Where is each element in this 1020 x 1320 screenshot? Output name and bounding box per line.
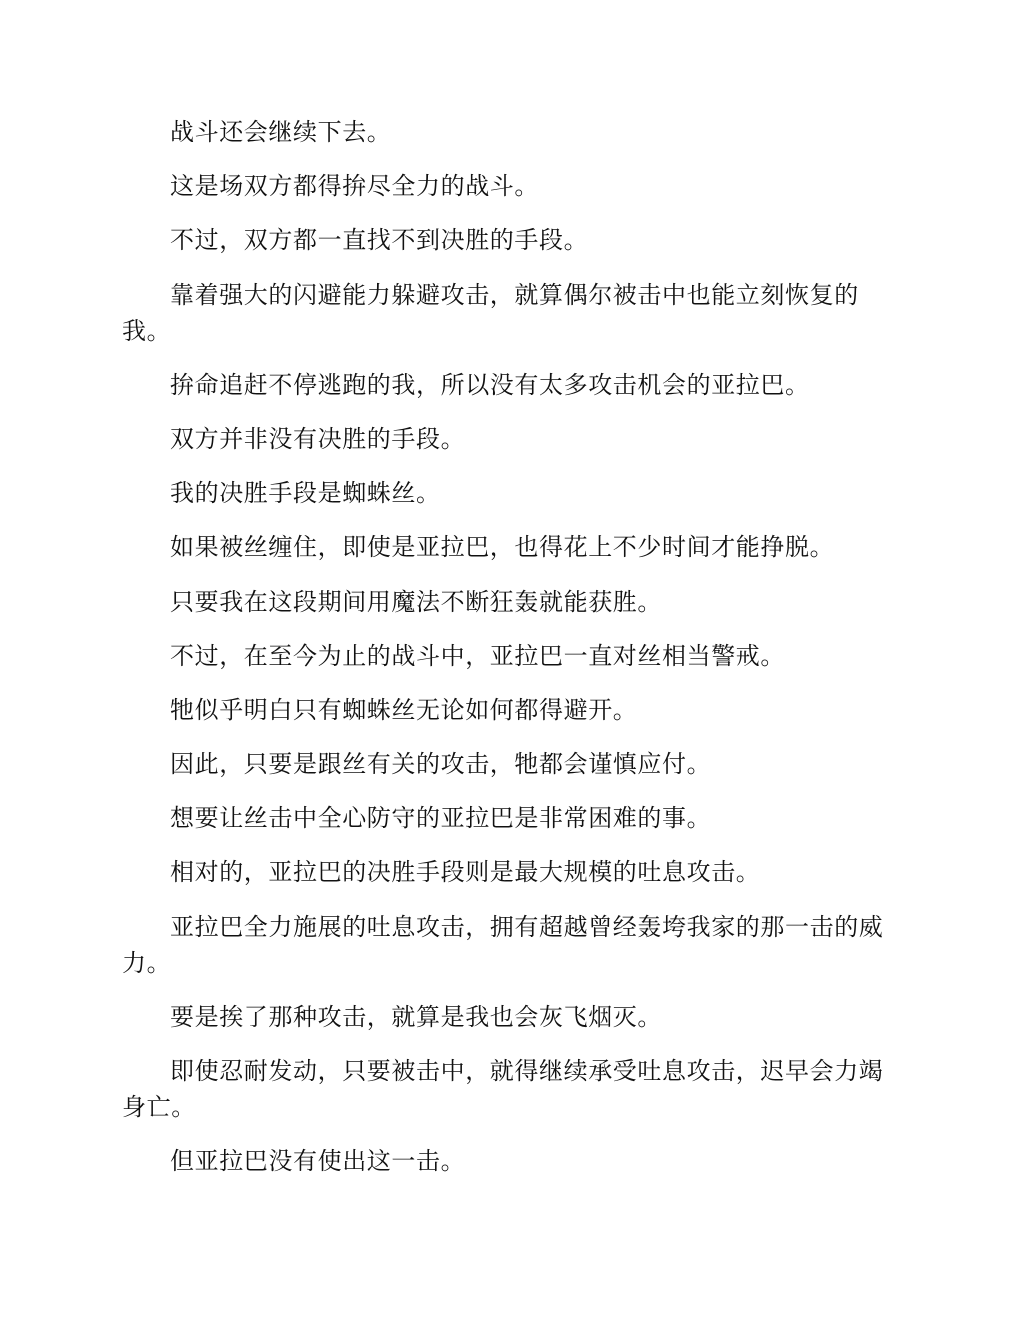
paragraph: 我的决胜手段是蜘蛛丝。	[170, 479, 441, 508]
paragraph: 因此，只要是跟丝有关的攻击，牠都会谨慎应付。	[170, 750, 712, 779]
paragraph: 相对的，亚拉巴的决胜手段则是最大规模的吐息攻击。	[170, 858, 761, 887]
paragraph: 要是挨了那种攻击，就算是我也会灰飞烟灭。	[170, 1002, 662, 1031]
paragraph: 靠着强大的闪避能力躲避攻击，就算偶尔被击中也能立刻恢复的我。	[122, 280, 859, 345]
paragraph: 如果被丝缠住，即使是亚拉巴，也得花上不少时间才能挣脱。	[170, 533, 835, 562]
paragraph: 不过，双方都一直找不到决胜的手段。	[170, 226, 589, 255]
document-page	[122, 114, 898, 1197]
paragraph: 即使忍耐发动，只要被击中，就得继续承受吐息攻击，迟早会力竭身亡。	[122, 1057, 884, 1121]
paragraph: 战斗还会继续下去。	[170, 118, 392, 146]
paragraph: 只要我在这段期间用魔法不断狂轰就能获胜。	[170, 587, 662, 616]
paragraph: 不过，在至今为止的战斗中，亚拉巴一直对丝相当警戒。	[170, 641, 785, 670]
paragraph: 但亚拉巴没有使出这一击。	[170, 1147, 466, 1176]
paragraph: 双方并非没有决胜的手段。	[170, 424, 466, 453]
paragraph: 亚拉巴全力施展的吐息攻击，拥有超越曾经轰垮我家的那一击的威力。	[122, 912, 884, 977]
paragraph: 这是场双方都得拚尽全力的战斗。	[170, 172, 539, 201]
paragraph: 牠似乎明白只有蜘蛛丝无论如何都得避开。	[170, 695, 638, 724]
paragraph: 想要让丝击中全心防守的亚拉巴是非常困难的事。	[170, 804, 712, 833]
paragraph: 拚命追赶不停逃跑的我，所以没有太多攻击机会的亚拉巴。	[170, 370, 810, 399]
